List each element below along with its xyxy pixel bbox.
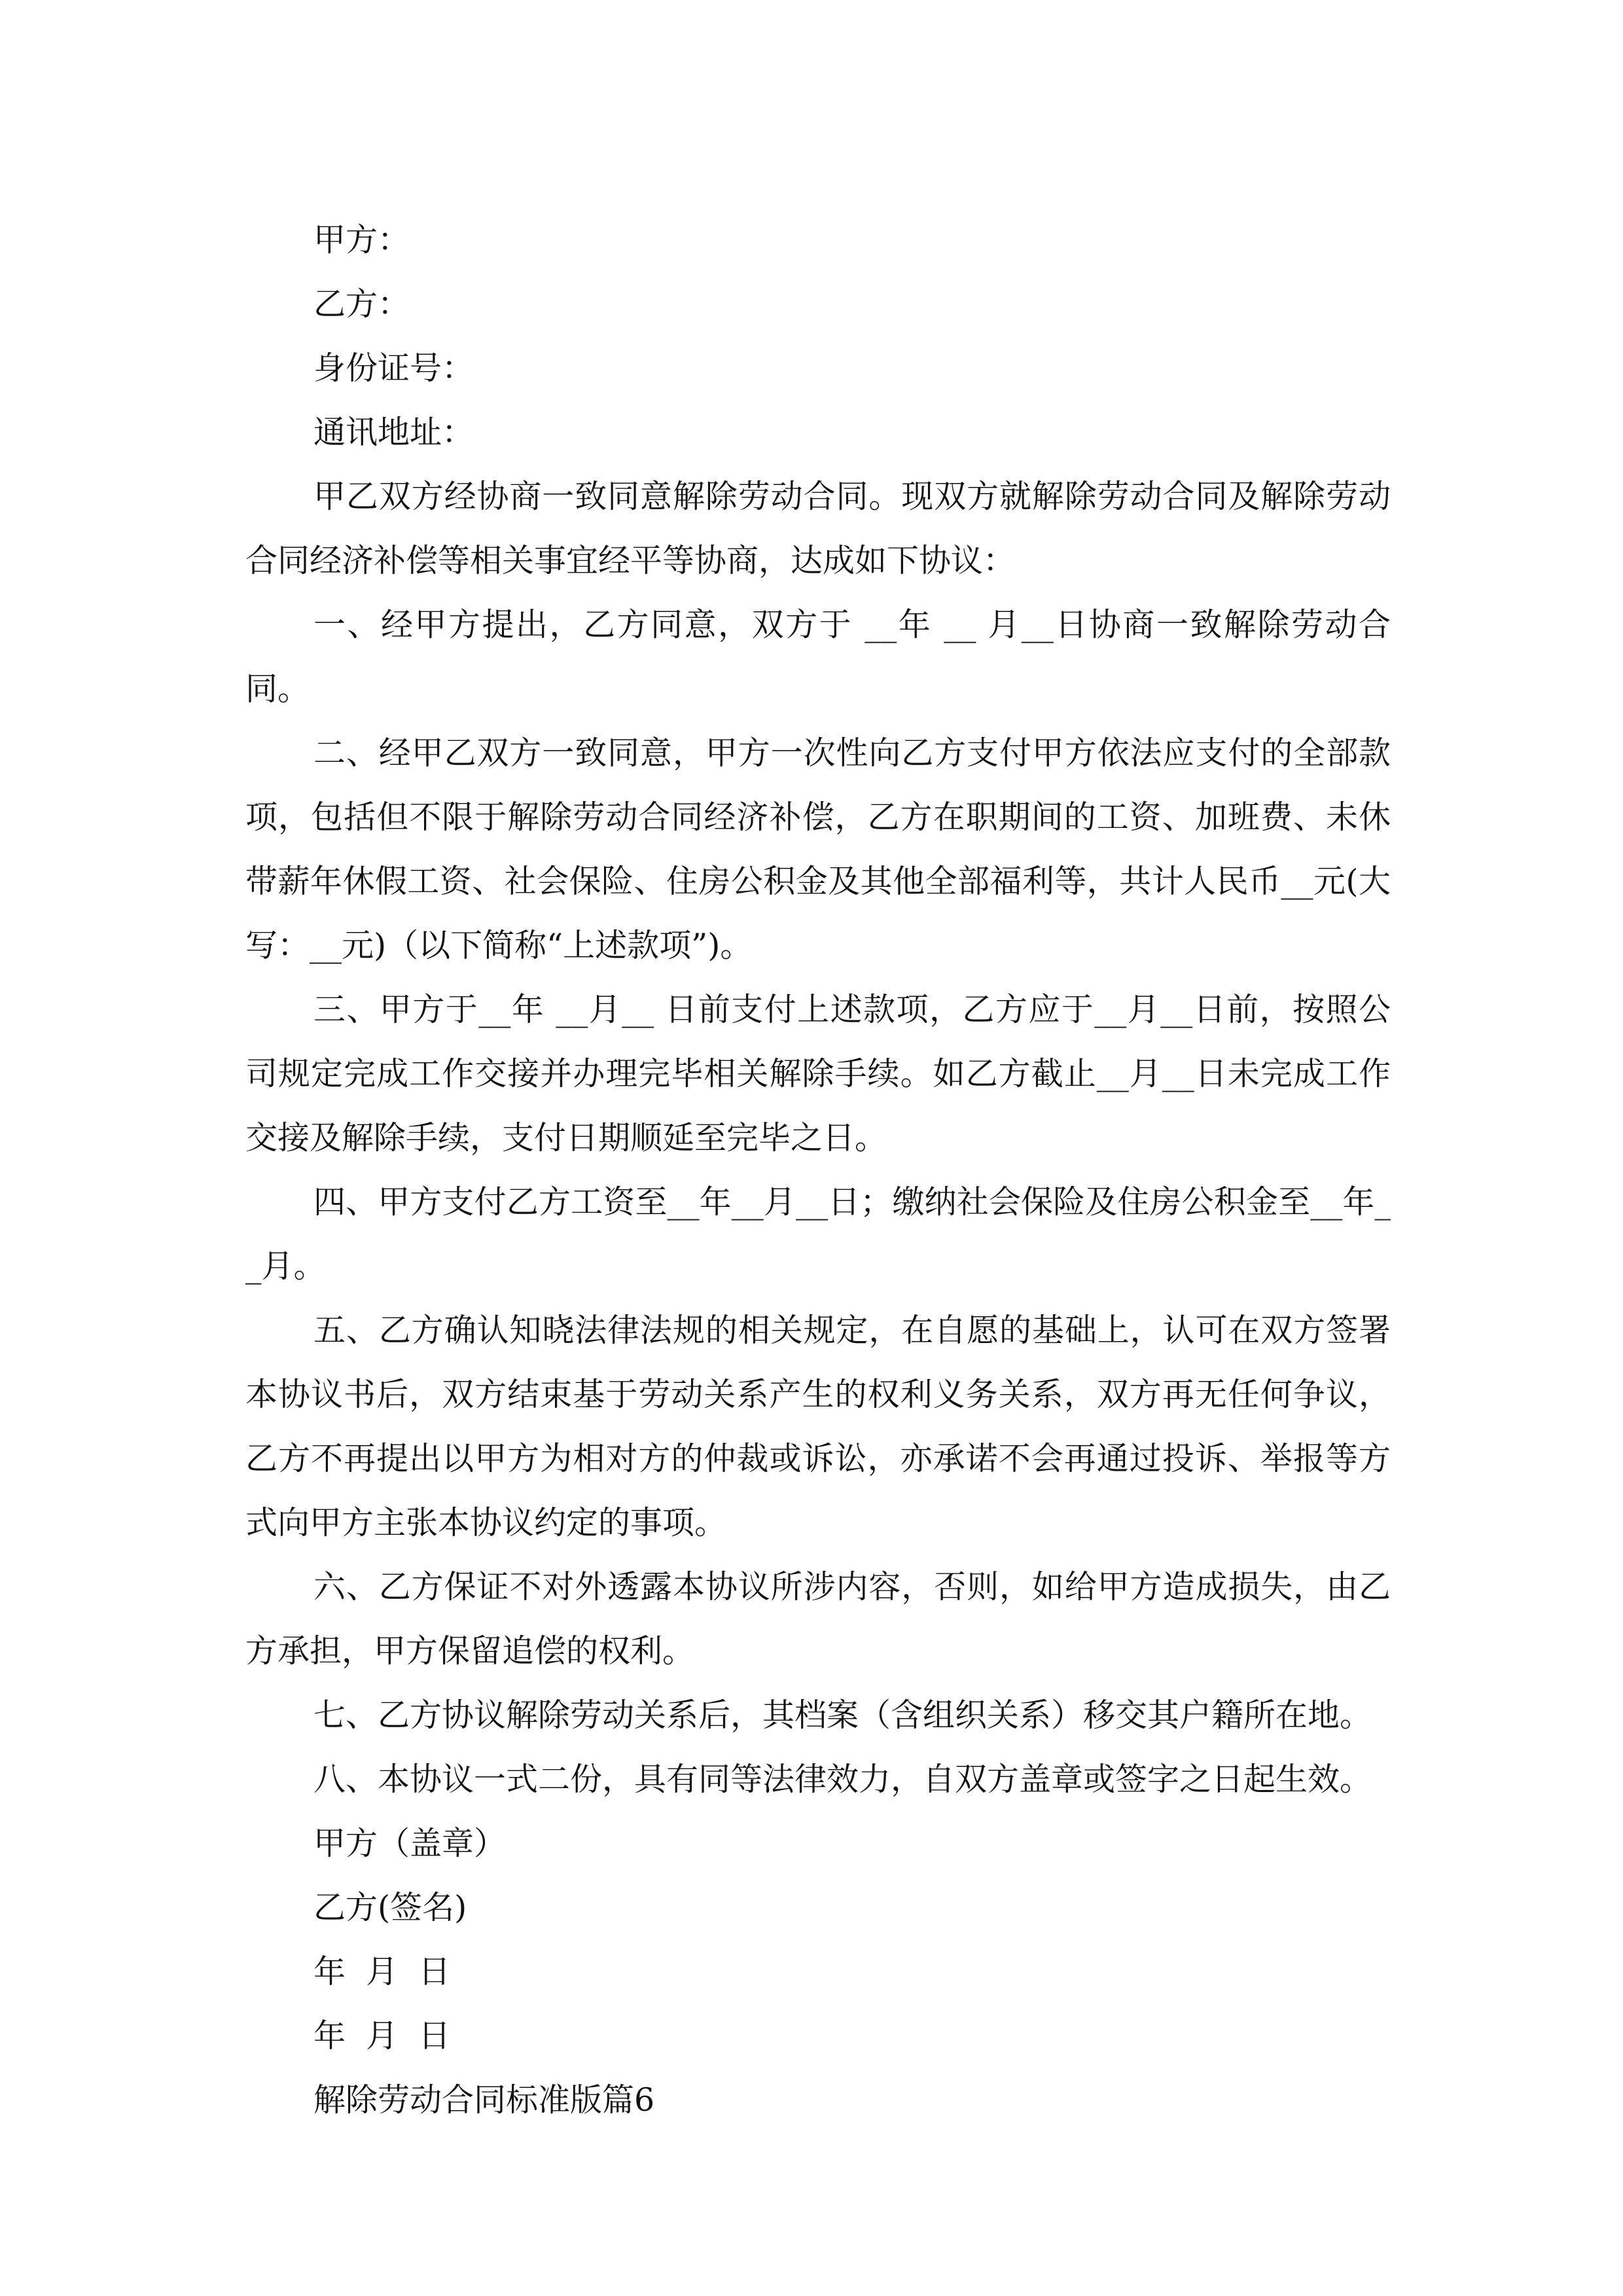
party-b-signature-line: 乙方(签名) <box>313 1889 467 1926</box>
clause-7: 七、乙方协议解除劳动关系后，其档案（含组织关系）移交其户籍所在地。 <box>313 1696 1372 1734</box>
next-section-title: 解除劳动合同标准版篇6 <box>313 2081 655 2119</box>
id-number-field: 身份证号： <box>313 350 474 387</box>
clause-5: 五、乙方确认知晓法律法规的相关规定，在自愿的基础上，认可在双方签署本协议书后，双方结束基于劳动关系产生的权利义务关系，双方再无任何争议，乙方不再提出以甲方为相对方的仲裁或诉讼，亦承诺不会再通过投诉、举报等方式向甲方主张本协议约定的事项。 <box>245 1312 1391 1541</box>
party-a-field: 甲方： <box>313 221 410 259</box>
party-a-seal-line: 甲方（盖章） <box>313 1825 507 1862</box>
intro-paragraph: 甲乙双方经协商一致同意解除劳动合同。现双方就解除劳动合同及解除劳动合同经济补偿等相关事宜经平等协商，达成如下协议： <box>245 478 1391 579</box>
clause-6: 六、乙方保证不对外透露本协议所涉内容，否则，如给甲方造成损失，由乙方承担，甲方保留追偿的权利。 <box>245 1568 1391 1670</box>
clause-1: 一、经甲方提出，乙方同意，双方于 __年 __ 月__日协商一致解除劳动合同。 <box>245 606 1391 708</box>
clause-2: 二、经甲乙双方一致同意，甲方一次性向乙方支付甲方依法应支付的全部款项，包括但不限于解除劳动合同经济补偿，乙方在职期间的工资、加班费、未休带薪年休假工资、社会保险、住房公积金及其他全部福利等，共计人民币__元(大写：__元)（以下简称“上述款项”)。 <box>245 734 1391 964</box>
date-line-2: 年 月 日 <box>313 2017 451 2054</box>
party-b-field: 乙方： <box>313 285 410 323</box>
address-field: 通讯地址： <box>313 414 474 451</box>
clause-8: 八、本协议一式二份，具有同等法律效力，自双方盖章或签字之日起生效。 <box>313 1761 1372 1798</box>
clause-4: 四、甲方支付乙方工资至__年__月__日；缴纳社会保险及住房公积金至__年__月。 <box>245 1183 1391 1285</box>
document-body <box>245 208 1391 2132</box>
date-line-1: 年 月 日 <box>313 1953 451 1990</box>
clause-3: 三、甲方于__年 __月__ 日前支付上述款项，乙方应于__月__日前，按照公司规定完成工作交接并办理完毕相关解除手续。如乙方截止__月__日未完成工作交接及解除手续，支付日期顺延至完毕之日。 <box>245 991 1391 1157</box>
